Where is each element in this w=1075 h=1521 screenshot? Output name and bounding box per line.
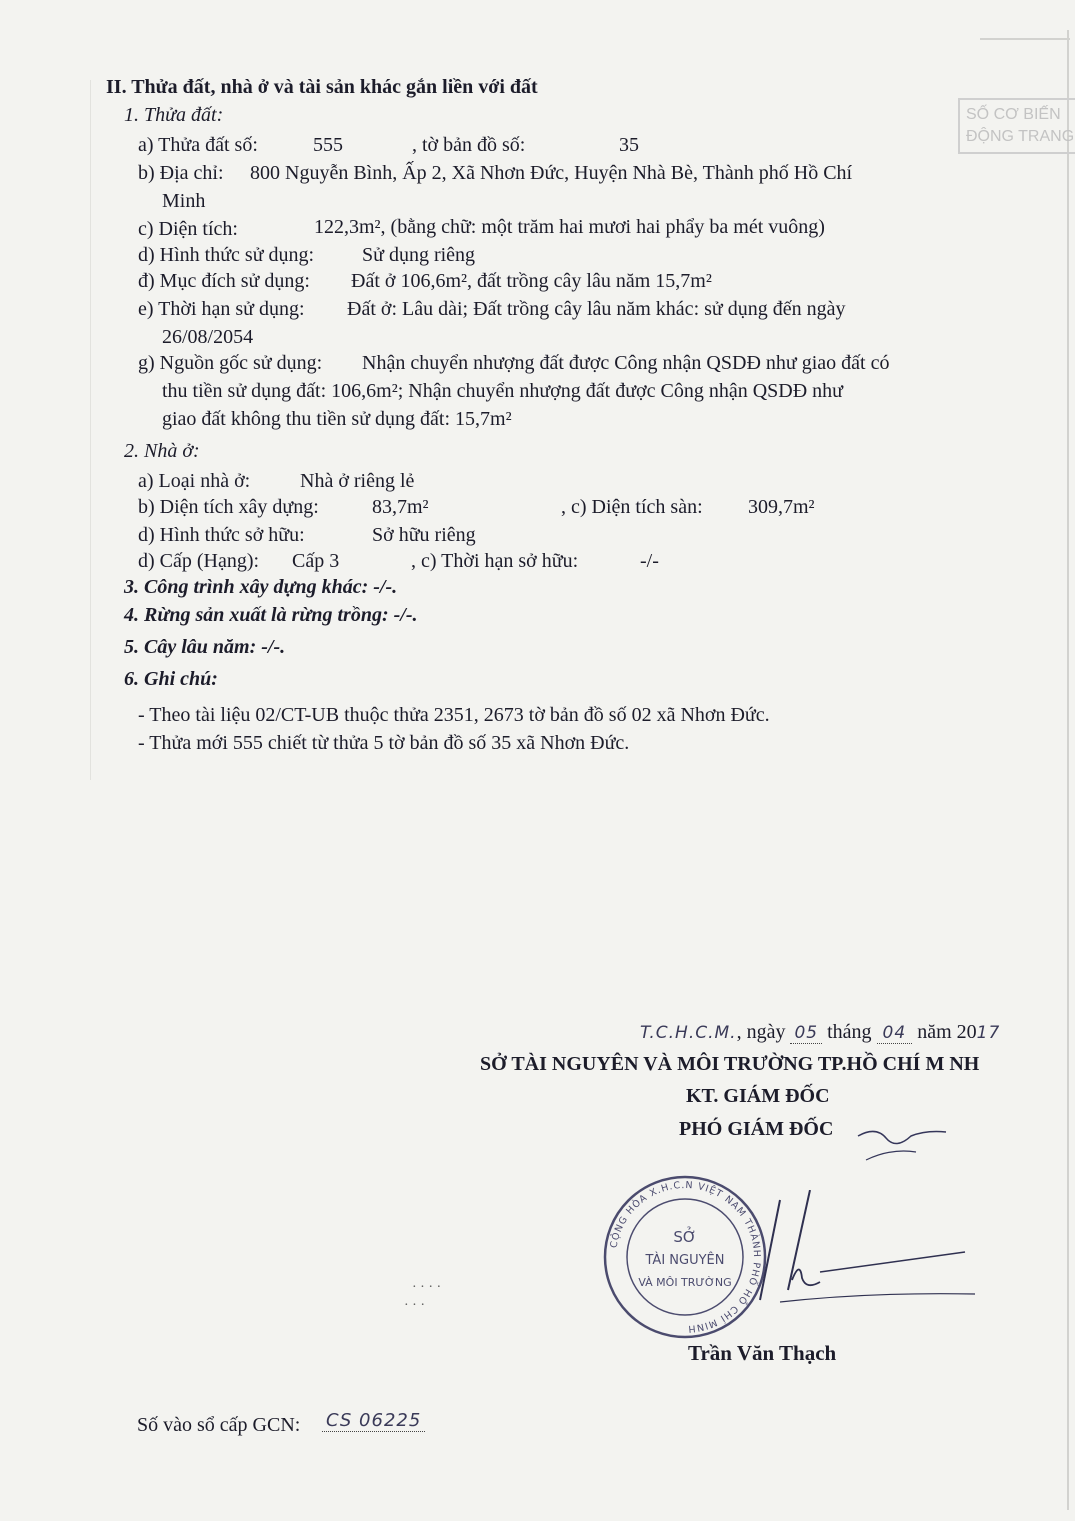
parcel-label: a) Thửa đất số: [138,134,258,156]
signer-name: Trần Văn Thạch [688,1341,837,1365]
initial-mark [856,1118,956,1168]
own-term-label: , c) Thời hạn sở hữu: [411,550,579,572]
scan-edge-top [980,38,1070,40]
scan-edge-right [1067,30,1069,1510]
perennial-trees: 5. Cây lâu năm: -/-. [124,636,286,658]
ownership-label: d) Hình thức sở hữu: [138,524,305,546]
register-label: Số vào sổ cấp GCN: [137,1414,301,1436]
date-day: 05 [790,1023,822,1044]
grade-label: d) Cấp (Hạng): [138,550,260,572]
address-line-1: 800 Nguyễn Bình, Ấp 2, Xã Nhơn Đức, Huyện Nhà Bè, Thành phố Hồ Chí [250,162,853,184]
date-place: T.C.H.C.M. [640,1023,737,1043]
build-area-value: 83,7m² [372,496,429,518]
floor-area-label: , c) Diện tích sàn: [561,496,703,518]
term-value-2: 26/08/2054 [162,326,254,348]
map-sheet-number: 35 [619,134,639,156]
origin-line-1: Nhận chuyển nhượng đất được Công nhận QSDĐ như giao đất có [362,352,890,374]
other-works: 3. Công trình xây dựng khác: -/-. [124,576,398,598]
issuing-agency: SỞ TÀI NGUYÊN VÀ MÔI TRƯỜNG TP.HỒ CHÍ M NH [480,1053,980,1075]
date-month: 04 [877,1023,913,1044]
note-item-1: - Theo tài liệu 02/CT-UB thuộc thửa 2351, 2673 tờ bản đồ số 02 xã Nhơn Đức. [138,704,770,726]
scan-edge-left [90,80,91,780]
floor-area-value: 309,7m² [748,496,815,518]
area-label: c) Diện tích: [138,218,238,240]
build-area-label: b) Diện tích xây dựng: [138,496,319,518]
notes-heading: 6. Ghi chú: [124,668,218,690]
area-value: 122,3m², (bằng chữ: một trăm hai mươi hai phẩy ba mét vuông) [314,216,825,238]
seal-line-1: SỞ [673,1228,697,1246]
use-form-value: Sử dụng riêng [362,244,476,266]
own-term-value: -/- [640,550,659,572]
seal-ring-text: CỘNG HÒA X.H.C.N VIỆT NAM THÀNH PHỐ HỒ CHÍ MINH [608,1179,763,1335]
note-item-2: - Thửa mới 555 chiết từ thửa 5 tờ bản đồ số 35 xã Nhơn Đức. [138,732,630,754]
address-line-2: Minh [162,190,206,212]
map-sheet-label: , tờ bản đồ số: [412,134,526,156]
house-type-label: a) Loại nhà ở: [138,470,251,492]
seal-line-2: TÀI NGUYÊN [645,1253,725,1268]
origin-line-3: giao đất không thu tiền sử dụng đất: 15,7m² [162,408,512,430]
signer-title-kt: KT. GIÁM ĐỐC [686,1085,830,1107]
origin-line-2: thu tiền sử dụng đất: 106,6m²; Nhận chuyển nhượng đất được Công nhận QSDĐ như [162,380,843,402]
handwritten-signature [740,1190,980,1320]
house-heading: 2. Nhà ở: [124,440,200,462]
origin-label: g) Nguồn gốc sử dụng: [138,352,323,374]
margin-stamp [958,98,1075,154]
term-value: Đất ở: Lâu dài; Đất trồng cây lâu năm khác: sử dụng đến ngày [347,298,846,320]
margin-stamp-line1: SỐ CƠ BIẾN [966,106,1061,123]
scan-speck: · · · · [412,1280,442,1295]
margin-stamp-line2: ĐỘNG TRANG [966,128,1075,145]
seal-line-3: VÀ MÔI TRƯỜNG [638,1276,732,1289]
date-month-label: tháng [827,1021,872,1043]
scan-speck-2: · · · [404,1298,425,1313]
date-year-label: năm 20 [917,1021,977,1043]
date-line [640,1021,1000,1044]
purpose-label: đ) Mục đích sử dụng: [138,270,310,292]
grade-value: Cấp 3 [292,550,340,572]
register-number: CS 06225 [322,1410,425,1432]
purpose-value: Đất ở 106,6m², đất trồng cây lâu năm 15,7m² [351,270,712,292]
section-title: II. Thửa đất, nhà ở và tài sản khác gắn liền với đất [106,76,538,98]
forest: 4. Rừng sản xuất là rừng trồng: -/-. [124,604,418,626]
use-form-label: d) Hình thức sử dụng: [138,244,315,266]
address-label: b) Địa chỉ: [138,162,224,184]
ownership-value: Sở hữu riêng [372,524,476,546]
date-day-label: , ngày [736,1021,786,1043]
parcel-number: 555 [313,134,343,156]
land-heading: 1. Thửa đất: [124,104,224,126]
house-type-value: Nhà ở riêng lẻ [300,470,415,492]
date-year-suffix: 17 [976,1023,1001,1043]
term-label: e) Thời hạn sử dụng: [138,298,305,320]
signer-title-deputy: PHÓ GIÁM ĐỐC [679,1118,834,1140]
